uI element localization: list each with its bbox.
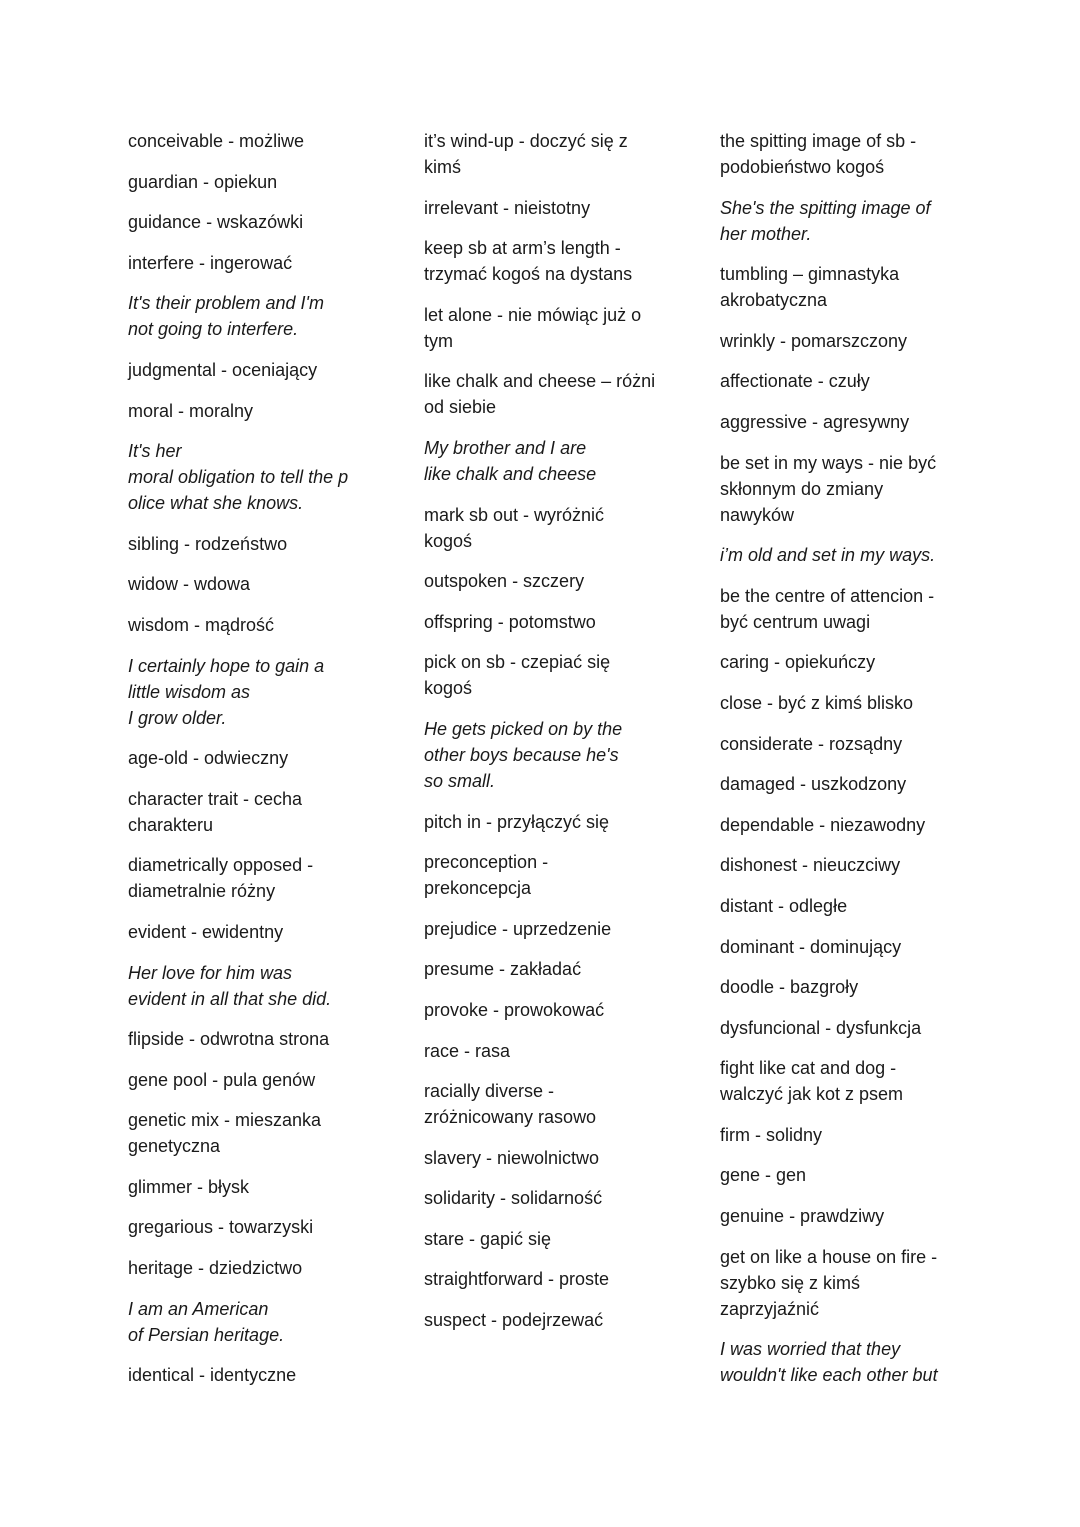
- vocab-entry: get on like a house on fire - szybko się z kimś zaprzyjaźnić: [720, 1246, 938, 1319]
- vocab-entry: guidance - wskazówki: [128, 212, 304, 233]
- vocab-entry: let alone - nie mówiąc już o tym: [424, 304, 642, 351]
- vocab-entry: moral - moralny: [128, 400, 254, 421]
- vocab-entry: widow - wdowa: [128, 574, 251, 595]
- vocab-entry: provoke - prowokować: [424, 999, 605, 1020]
- vocab-entry: be set in my ways - nie być skłonnym do zmiany nawyków: [720, 452, 937, 525]
- vocab-entry: slavery - niewolnictwo: [424, 1147, 600, 1168]
- vocab-entry: tumbling – gimnastyka akrobatyczna: [720, 264, 900, 311]
- vocab-entry: wisdom - mądrość: [128, 614, 275, 635]
- vocab-entry: caring - opiekuńczy: [720, 652, 876, 673]
- vocab-entry: preconception - prekoncepcja: [424, 852, 549, 899]
- vocab-entry: damaged - uszkodzony: [720, 774, 907, 795]
- vocab-entry: it’s wind-up - doczyć się z kimś: [424, 131, 628, 177]
- vocab-entry: conceivable - możliwe: [128, 131, 305, 151]
- vocab-entry: prejudice - uprzedzenie: [424, 918, 612, 939]
- example-sentence: I am an American of Persian heritage.: [128, 1298, 285, 1345]
- vocab-entry: diametrically opposed - diametralnie różny: [128, 855, 314, 902]
- vocab-entry: outspoken - szczery: [424, 571, 585, 592]
- vocab-entry: considerate - rozsądny: [720, 733, 903, 754]
- vocab-entry: dishonest - nieuczciwy: [720, 855, 901, 876]
- vocab-entry: straightforward - proste: [424, 1269, 610, 1290]
- vocab-entry: heritage - dziedzictwo: [128, 1258, 303, 1279]
- vocab-column-3: [720, 128, 982, 1403]
- example-sentence: She's the spitting image of her mother.: [720, 197, 931, 244]
- example-sentence: I certainly hope to gain a little wisdom as I grow older.: [128, 655, 325, 728]
- vocab-entry: offspring - potomstwo: [424, 611, 596, 632]
- vocab-entry: gene - gen: [720, 1165, 807, 1186]
- vocab-entry: stare - gapić się: [424, 1228, 552, 1249]
- example-sentence: It's their problem and I'm not going to interfere.: [128, 293, 324, 340]
- vocab-entry: genuine - prawdziwy: [720, 1206, 885, 1227]
- vocab-entry: genetic mix - mieszanka genetyczna: [128, 1110, 322, 1157]
- vocab-entry: distant - odległe: [720, 895, 848, 916]
- vocab-entry: irrelevant - nieistotny: [424, 197, 591, 218]
- vocab-entry: gene pool - pula genów: [128, 1069, 316, 1090]
- vocab-column-2: [424, 128, 686, 1348]
- vocab-entry: wrinkly - pomarszczony: [720, 330, 908, 351]
- example-sentence: My brother and I are like chalk and cheese: [424, 437, 597, 484]
- vocab-entry: be the centre of attencion - być centrum uwagi: [720, 585, 935, 632]
- vocab-entry: close - być z kimś blisko: [720, 692, 914, 713]
- vocab-entry: dominant - dominujący: [720, 936, 902, 957]
- vocab-column-1: [128, 128, 390, 1403]
- example-sentence: Her love for him was evident in all that she did.: [128, 962, 332, 1009]
- vocab-entry: affectionate - czuły: [720, 371, 870, 392]
- vocab-entry: judgmental - oceniający: [128, 359, 318, 380]
- vocab-entry: solidarity - solidarność: [424, 1188, 603, 1209]
- vocab-entry: firm - solidny: [720, 1124, 823, 1145]
- vocab-entry: racially diverse - zróżnicowany rasowo: [424, 1081, 597, 1128]
- vocab-entry: presume - zakładać: [424, 959, 582, 980]
- vocab-entry: doodle - bazgroły: [720, 977, 859, 998]
- vocab-entry: guardian - opiekun: [128, 171, 278, 192]
- vocab-entry: dysfuncional - dysfunkcja: [720, 1017, 922, 1038]
- vocab-entry: character trait - cecha charakteru: [128, 788, 303, 835]
- vocab-entry: like chalk and cheese – różni od siebie: [424, 371, 656, 418]
- vocab-entry: race - rasa: [424, 1040, 511, 1061]
- vocab-entry: fight like cat and dog - walczyć jak kot z psem: [720, 1058, 904, 1105]
- example-sentence: He gets picked on by the other boys because he's so small.: [424, 718, 623, 791]
- vocab-entry: glimmer - błysk: [128, 1176, 250, 1197]
- vocab-entry: identical - identyczne: [128, 1365, 297, 1386]
- vocab-entry: aggressive - agresywny: [720, 411, 910, 432]
- example-sentence: It's her moral obligation to tell the p olice what she knows.: [128, 441, 349, 514]
- vocab-entry: gregarious - towarzyski: [128, 1217, 314, 1238]
- vocab-entry: evident - ewidentny: [128, 921, 284, 942]
- vocab-entry: mark sb out - wyróżnić kogoś: [424, 504, 605, 551]
- vocab-entry: keep sb at arm’s length - trzymać kogoś na dystans: [424, 238, 633, 285]
- vocab-entry: sibling - rodzeństwo: [128, 533, 288, 554]
- vocab-entry: suspect - podejrzewać: [424, 1310, 604, 1331]
- vocab-entry: interfere - ingerować: [128, 252, 293, 273]
- example-sentence: i’m old and set in my ways.: [720, 545, 936, 566]
- vocab-entry: age-old - odwieczny: [128, 748, 289, 769]
- example-sentence: I was worried that they wouldn't like each other but: [720, 1339, 938, 1386]
- vocab-entry: pitch in - przyłączyć się: [424, 811, 610, 832]
- vocab-entry: pick on sb - czepiać się kogoś: [424, 652, 611, 699]
- vocab-entry: flipside - odwrotna strona: [128, 1029, 330, 1050]
- vocab-entry: the spitting image of sb - podobieństwo kogoś: [720, 131, 917, 177]
- vocab-entry: dependable - niezawodny: [720, 814, 926, 835]
